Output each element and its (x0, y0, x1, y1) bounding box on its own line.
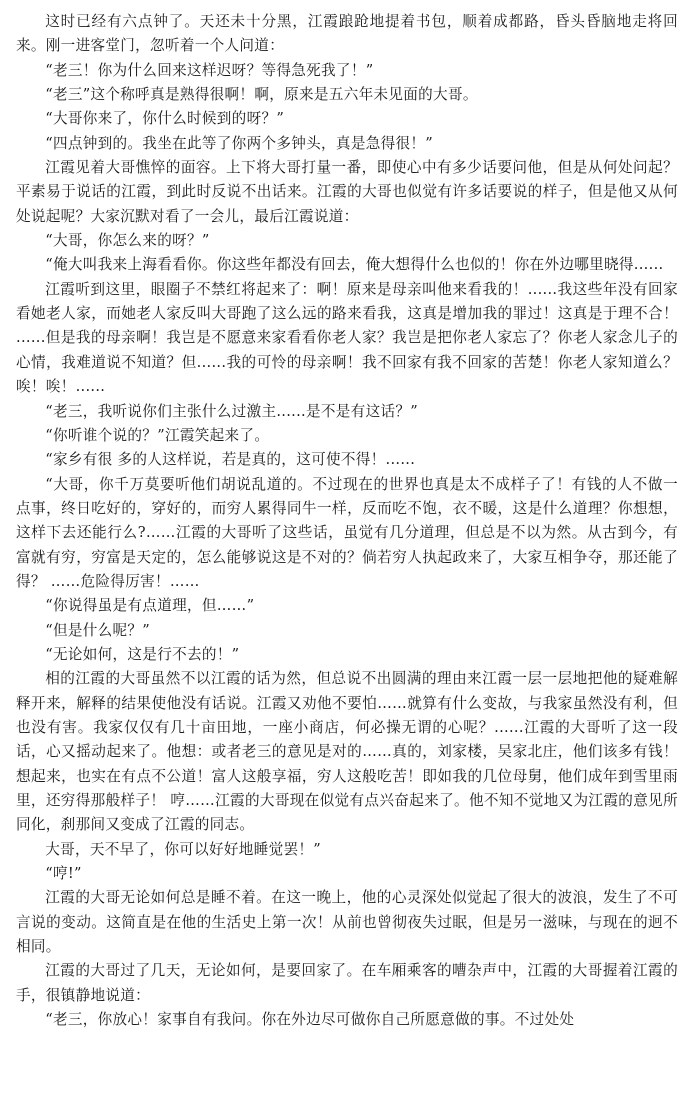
paragraph: “老三，你放心！家事自有我问。你在外边尽可做你自己所愿意做的事。不过处处 (45, 1011, 575, 1029)
paragraph: “大哥，你千万莫要听他们胡说乱道的。不过现在的世界也真是太不成样子了！有钱的人不做一点事，终日吃好的，穿好的，而穷人累得同牛一样，反而吃不饱，衣不暖，这是什么道理？你想想，这样下去还能行么?……江霞的大哥听了这些话，虽觉有几分道理，但总是不以为然。从古到今，有富就有穷，穷富是天定的，怎么能够说这是不对的？倘若穷人执起政来了，大家互相争夺，那还能了得？ ……危险得厉害！…… (16, 475, 678, 590)
paragraph: “你听谁个说的？”江霞笑起来了。 (45, 426, 270, 444)
paragraph: “你说得虽是有点道理，但……” (45, 597, 255, 615)
paragraph: “四点钟到的。我坐在此等了你两个多钟头，真是急得很！” (45, 134, 434, 152)
paragraph: 江霞见着大哥憔悴的面容。上下将大哥打量一番，即使心中有多少话要问他，但是从何处问起？平素易于说话的江霞，到此时反说不出话来。江霞的大哥也似觉有许多话要说的样子，但是他又从何处说起呢？大家沉默对看了一会儿，最后江霞说道： (16, 159, 678, 225)
paragraph: 江霞听到这里，眼圈子不禁红将起来了：啊！原来是母亲叫他来看我的！......我这些年没有回家看她老人家，而她老人家反叫大哥跑了这么远的路来看我，这真是增加我的罪过！这真是于理不合！ ......但是我的母亲啊！我岂是不愿意来家看看你老人家？我岂是把你老人家忘了？你老人家念儿子的心情，我难道说不知道？但......我的可怜的母亲啊！我不回家有我不回家的苦楚！你老人家知道么？唉！唉！...... (16, 280, 678, 396)
paragraph: “大哥，你怎么来的呀？” (45, 232, 210, 250)
paragraph: “无论如何，这是行不去的！” (45, 645, 240, 663)
paragraph: 江霞的大哥无论如何总是睡不着。在这一晚上，他的心灵深处似觉起了很大的波浪，发生了不可言说的变动。这简直是在他的生活史上第一次！从前也曾彻夜失过眠，但是另一滋味，与现在的迥不相同。 (16, 889, 678, 956)
paragraph: 大哥，天不早了，你可以好好地睡觉罢！” (45, 840, 322, 858)
paragraph: “家乡有很 多的人这样说，若是真的，这可使不得！...... (45, 451, 416, 469)
paragraph: “老三”这个称呼真是熟得很啊！啊，原来是五六年未见面的大哥。 (45, 86, 478, 104)
paragraph: “但是什么呢？” (45, 621, 151, 639)
paragraph: “大哥你来了，你什么时候到的呀？” (45, 110, 285, 128)
paragraph: 江霞的大哥过了几天，无论如何，是要回家了。在车厢乘客的嘈杂声中，江霞的大哥握着江霞的手，很镇静地说道： (16, 962, 678, 1004)
paragraph: “哼!” (45, 865, 82, 883)
paragraph: “老三！你为什么回来这样迟呀？等得急死我了！” (45, 61, 374, 79)
paragraph: “俺大叫我来上海看看你。你这些年都没有回去，俺大想得什么也似的！你在外边哪里晓得...... (45, 256, 664, 274)
paragraph: 这时已经有六点钟了。天还未十分黑，江霞踉跄地提着书包，顺着成都路，昏头昏脑地走将回来。刚一进客堂门，忽听着一个人问道： (16, 13, 678, 55)
paragraph: 相的江霞的大哥虽然不以江霞的话为然，但总说不出圆满的理由来江霞一层一层地把他的疑难解释开来，解释的结果使他没有话说。江霞又劝他不要怕……就算有什么变故，与我家虽然没有利，但也没有害。我家仅仅有几十亩田地，一座小商店，何必操无谓的心呢？......江霞的大哥听了这一段话，心又摇动起来了。他想：或者老三的意见是对的……真的，刘家楼，吴家北庄，他们该多有钱！想起来，也实在有点不公道！富人这般享福，穷人这般吃苦！即如我的几位母舅，他们成年到雪里雨里，还穷得那般样子！ 哼……江霞的大哥现在似觉有点兴奋起来了。他不知不觉地又为江霞的意见所同化，刹那间又变成了江霞的同志。 (16, 670, 678, 834)
paragraph: “老三，我听说你们主张什么过激主......是不是有这话？” (45, 402, 419, 420)
